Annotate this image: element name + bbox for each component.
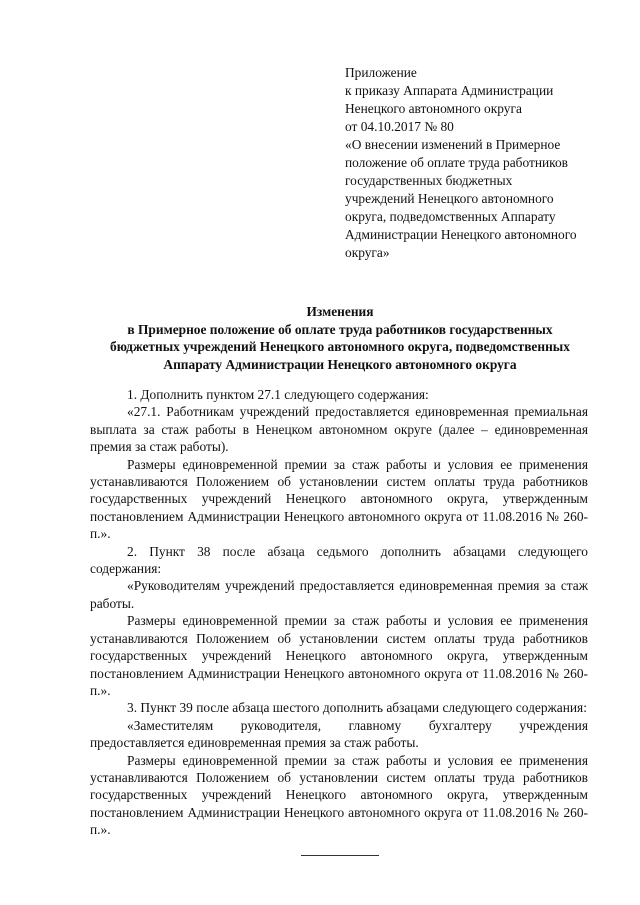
appendix-line: Администрации Ненецкого автономного	[345, 227, 577, 242]
paragraph: Размеры единовременной премии за стаж работы и условия ее применения устанавливаются Положением об установлении систем оплаты труда работников государственных учреждений Ненецкого автономного округа, утвержденным постановлением Администрации Ненецкого автономного округа от 11.08.2016 № 260-п.».	[90, 456, 588, 542]
title-line: в Примерное положение об оплате труда работников государственных	[127, 321, 553, 337]
end-divider	[301, 855, 379, 856]
paragraph: 3. Пункт 39 после абзаца шестого дополнить абзацами следующего содержания:	[127, 700, 587, 716]
paragraph: Размеры единовременной премии за стаж работы и условия ее применения устанавливаются Положением об установлении систем оплаты труда работников государственных учреждений Ненецкого автономного округа, утвержденным постановлением Администрации Ненецкого автономного округа от 11.08.2016 № 260-п.».	[90, 752, 588, 838]
appendix-line: Ненецкого автономного округа	[345, 101, 522, 116]
appendix-line: от 04.10.2017 № 80	[345, 119, 454, 134]
paragraph: 1. Дополнить пунктом 27.1 следующего содержания:	[127, 387, 429, 402]
paragraph: 2. Пункт 38 после абзаца седьмого дополнить абзацами следующего содержания:	[90, 543, 588, 577]
appendix-line: округа, подведомственных Аппарату	[345, 209, 556, 224]
paragraph: «Заместителям руководителя, главному бухгалтеру учреждения предоставляется единовременная премия за стаж работы.	[90, 717, 588, 751]
appendix-line: государственных бюджетных	[345, 173, 513, 188]
paragraph: «27.1. Работникам учреждений предоставляется единовременная премиальная выплата за стаж работы в Ненецком автономном округе (далее – единовременная премия за стаж работы).	[90, 404, 588, 455]
appendix-line: «О внесении изменений в Примерное	[345, 137, 561, 152]
paragraph: «Руководителям учреждений предоставляется единовременная премия за стаж работы.	[90, 578, 588, 611]
appendix-line: округа»	[345, 245, 390, 260]
paragraph: Размеры единовременной премии за стаж работы и условия ее применения устанавливаются Положением об установлении систем оплаты труда работников государственных учреждений Ненецкого автономного округа, утвержденным постановлением Администрации Ненецкого автономного округа от 11.08.2016 № 260-п.».	[90, 613, 588, 698]
document-title	[90, 303, 590, 373]
title-line: Аппарату Администрации Ненецкого автономного округа	[163, 356, 517, 372]
document-body	[90, 386, 588, 839]
title-line: бюджетных учреждений Ненецкого автономного округа, подведомственных	[110, 339, 570, 354]
appendix-header	[345, 64, 615, 262]
appendix-line: Приложение	[345, 65, 417, 80]
appendix-line: положение об оплате труда работников	[345, 155, 568, 170]
appendix-line: к приказу Аппарата Администрации	[345, 83, 554, 98]
title-heading: Изменения	[306, 304, 374, 319]
appendix-line: учреждений Ненецкого автономного	[345, 191, 554, 206]
